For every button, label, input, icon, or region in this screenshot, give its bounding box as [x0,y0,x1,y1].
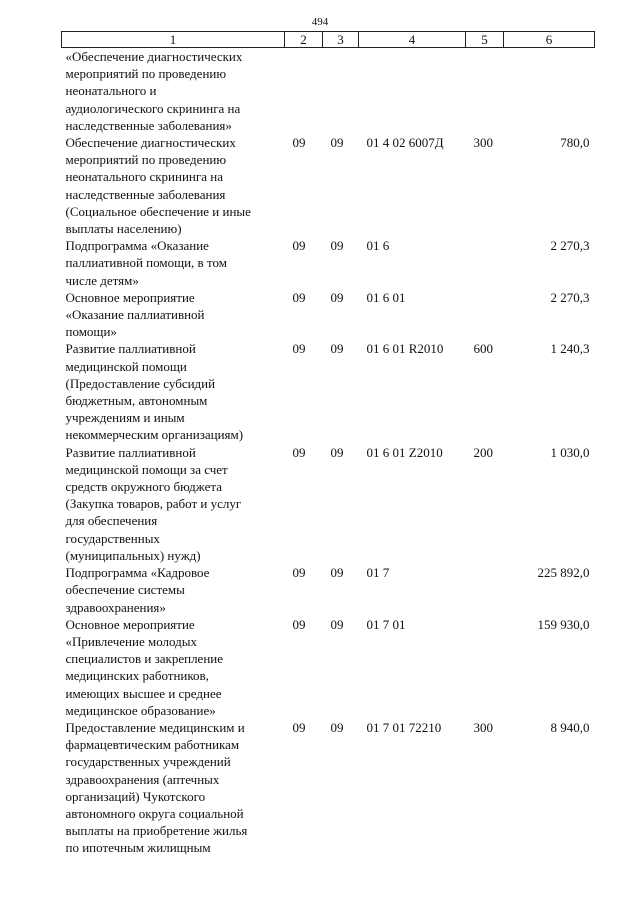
row-name-line: выплаты населению) [65,221,182,237]
row-type-cell [466,289,504,341]
row-subsection-cell: 09 [330,341,344,357]
row-name-line: специалистов и закрепление [65,651,224,667]
row-code-cell [359,48,466,135]
row-name-cell [62,48,285,135]
row-name-line: обеспечение системы [65,582,185,598]
header-col-5: 5 [466,32,504,48]
row-type-cell: 200 [473,444,493,460]
header-col-4: 4 [359,32,466,48]
row-subsection-cell: 09 [330,135,344,151]
row-name-cell [62,237,285,289]
row-subsection-cell: 09 [330,444,344,460]
table-header [62,32,595,48]
row-name-line: аудиологического скрининга на [65,100,241,116]
row-name-line: неонатального скрининга на [65,169,223,185]
row-name-line: Предоставление медицинским и [65,719,245,735]
row-name-line: (муниципальных) нужд) [65,547,201,563]
row-name-line: организаций) Чукотского [65,788,206,804]
row-section-cell [285,48,323,135]
row-type-cell [466,564,504,616]
row-subsection-cell [323,48,359,135]
row-name-line: медицинской помощи за счет [65,461,228,477]
row-name-line: выплаты на приобретение жилья [65,823,248,839]
table-row [62,564,595,616]
row-type-cell [466,616,504,719]
row-section-cell: 09 [292,565,306,581]
row-name-line: Подпрограмма «Оказание [65,238,209,254]
row-name-cell [62,616,285,719]
row-name-line: имеющих высшее и среднее [65,685,222,701]
row-subsection-cell: 09 [330,238,344,254]
row-amount-cell: 8 940,0 [550,719,590,735]
row-type-cell [466,48,504,135]
row-name-cell [62,289,285,341]
row-name-line: Основное мероприятие [65,616,195,632]
row-name-line: Развитие паллиативной [65,444,196,460]
row-type-cell: 600 [473,341,493,357]
row-type-cell [466,237,504,289]
table-row [62,134,595,237]
row-subsection-cell: 09 [330,616,344,632]
table-row [62,48,595,135]
table-row [62,237,595,289]
row-code-cell: 01 6 01 R2010 [366,341,444,357]
row-name-line: некоммерческим организациям) [65,427,244,443]
row-name-line: (Закупка товаров, работ и услуг [65,496,242,512]
row-name-line: числе детям» [65,272,139,288]
row-name-line: государственных [65,530,160,546]
row-amount-cell: 1 240,3 [550,341,590,357]
row-name-line: Обеспечение диагностических [65,135,236,151]
row-name-line: Основное мероприятие [65,289,195,305]
row-code-cell: 01 4 02 6007Д [366,135,444,151]
row-subsection-cell: 09 [330,289,344,305]
row-name-line: (Социальное обеспечение и иные [65,203,251,219]
row-code-cell: 01 7 01 [366,616,406,632]
row-name-cell [62,340,285,443]
row-name-line: Развитие паллиативной [65,341,196,357]
row-type-cell: 300 [473,719,493,735]
row-section-cell: 09 [292,341,306,357]
row-name-cell [62,444,285,564]
table-body [62,48,595,857]
header-col-2: 2 [285,32,323,48]
row-name-line: наследственные заболевания [65,186,226,202]
row-name-line: неонатального и [65,83,157,99]
row-name-line: по ипотечным жилищным [65,840,211,856]
row-name-line: фармацевтическим работникам [65,737,240,753]
row-name-line: здравоохранения (аптечных [65,771,220,787]
row-code-cell: 01 6 [366,238,390,254]
row-name-line: паллиативной помощи, в том [65,255,227,271]
row-amount-cell: 780,0 [560,135,590,151]
row-section-cell: 09 [292,444,306,460]
table-row [62,289,595,341]
row-amount-cell: 159 930,0 [537,616,590,632]
row-code-cell: 01 6 01 [366,289,406,305]
budget-table [61,31,595,857]
row-section-cell: 09 [292,719,306,735]
table-row [62,719,595,857]
row-name-line: автономного округа социальной [65,805,244,821]
row-name-line: учреждениям и иным [65,410,185,426]
row-name-line: «Оказание паллиативной [65,307,205,323]
row-name-line: для обеспечения [65,513,158,529]
row-section-cell: 09 [292,135,306,151]
row-name-line: медицинское образование» [65,702,216,718]
row-section-cell: 09 [292,289,306,305]
row-name-line: медицинской помощи [65,358,187,374]
row-amount-cell: 1 030,0 [550,444,590,460]
row-type-cell: 300 [473,135,493,151]
row-name-cell [62,564,285,616]
table-row [62,444,595,564]
header-col-1: 1 [62,32,285,48]
row-name-line: помощи» [65,324,117,340]
row-name-line: здравоохранения» [65,599,166,615]
row-name-line: бюджетным, автономным [65,393,208,409]
row-section-cell: 09 [292,616,306,632]
row-code-cell: 01 7 01 72210 [366,719,442,735]
row-amount-cell: 2 270,3 [550,238,590,254]
row-name-cell [62,719,285,857]
row-name-line: «Обеспечение диагностических [65,49,243,64]
row-name-cell [62,134,285,237]
header-row [62,32,595,48]
header-col-3: 3 [323,32,359,48]
row-name-line: мероприятий по проведению [65,66,227,82]
table-row [62,340,595,443]
row-name-line: Подпрограмма «Кадровое [65,565,210,581]
row-name-line: мероприятий по проведению [65,152,227,168]
row-amount-cell [504,48,595,135]
row-code-cell: 01 7 [366,565,390,581]
row-subsection-cell: 09 [330,565,344,581]
row-name-line: средств окружного бюджета [65,479,222,495]
row-code-cell: 01 6 01 Z2010 [366,444,443,460]
row-amount-cell: 225 892,0 [537,565,590,581]
row-name-line: «Привлечение молодых [65,633,198,649]
row-section-cell: 09 [292,238,306,254]
row-name-line: государственных учреждений [65,754,231,770]
row-name-line: (Предоставление субсидий [65,375,216,391]
row-amount-cell: 2 270,3 [550,289,590,305]
row-name-line: наследственные заболевания» [65,117,232,133]
row-subsection-cell: 09 [330,719,344,735]
page-number: 494 [311,16,329,28]
table-row [62,616,595,719]
row-name-line: медицинских работников, [65,668,209,684]
header-col-6: 6 [504,32,595,48]
